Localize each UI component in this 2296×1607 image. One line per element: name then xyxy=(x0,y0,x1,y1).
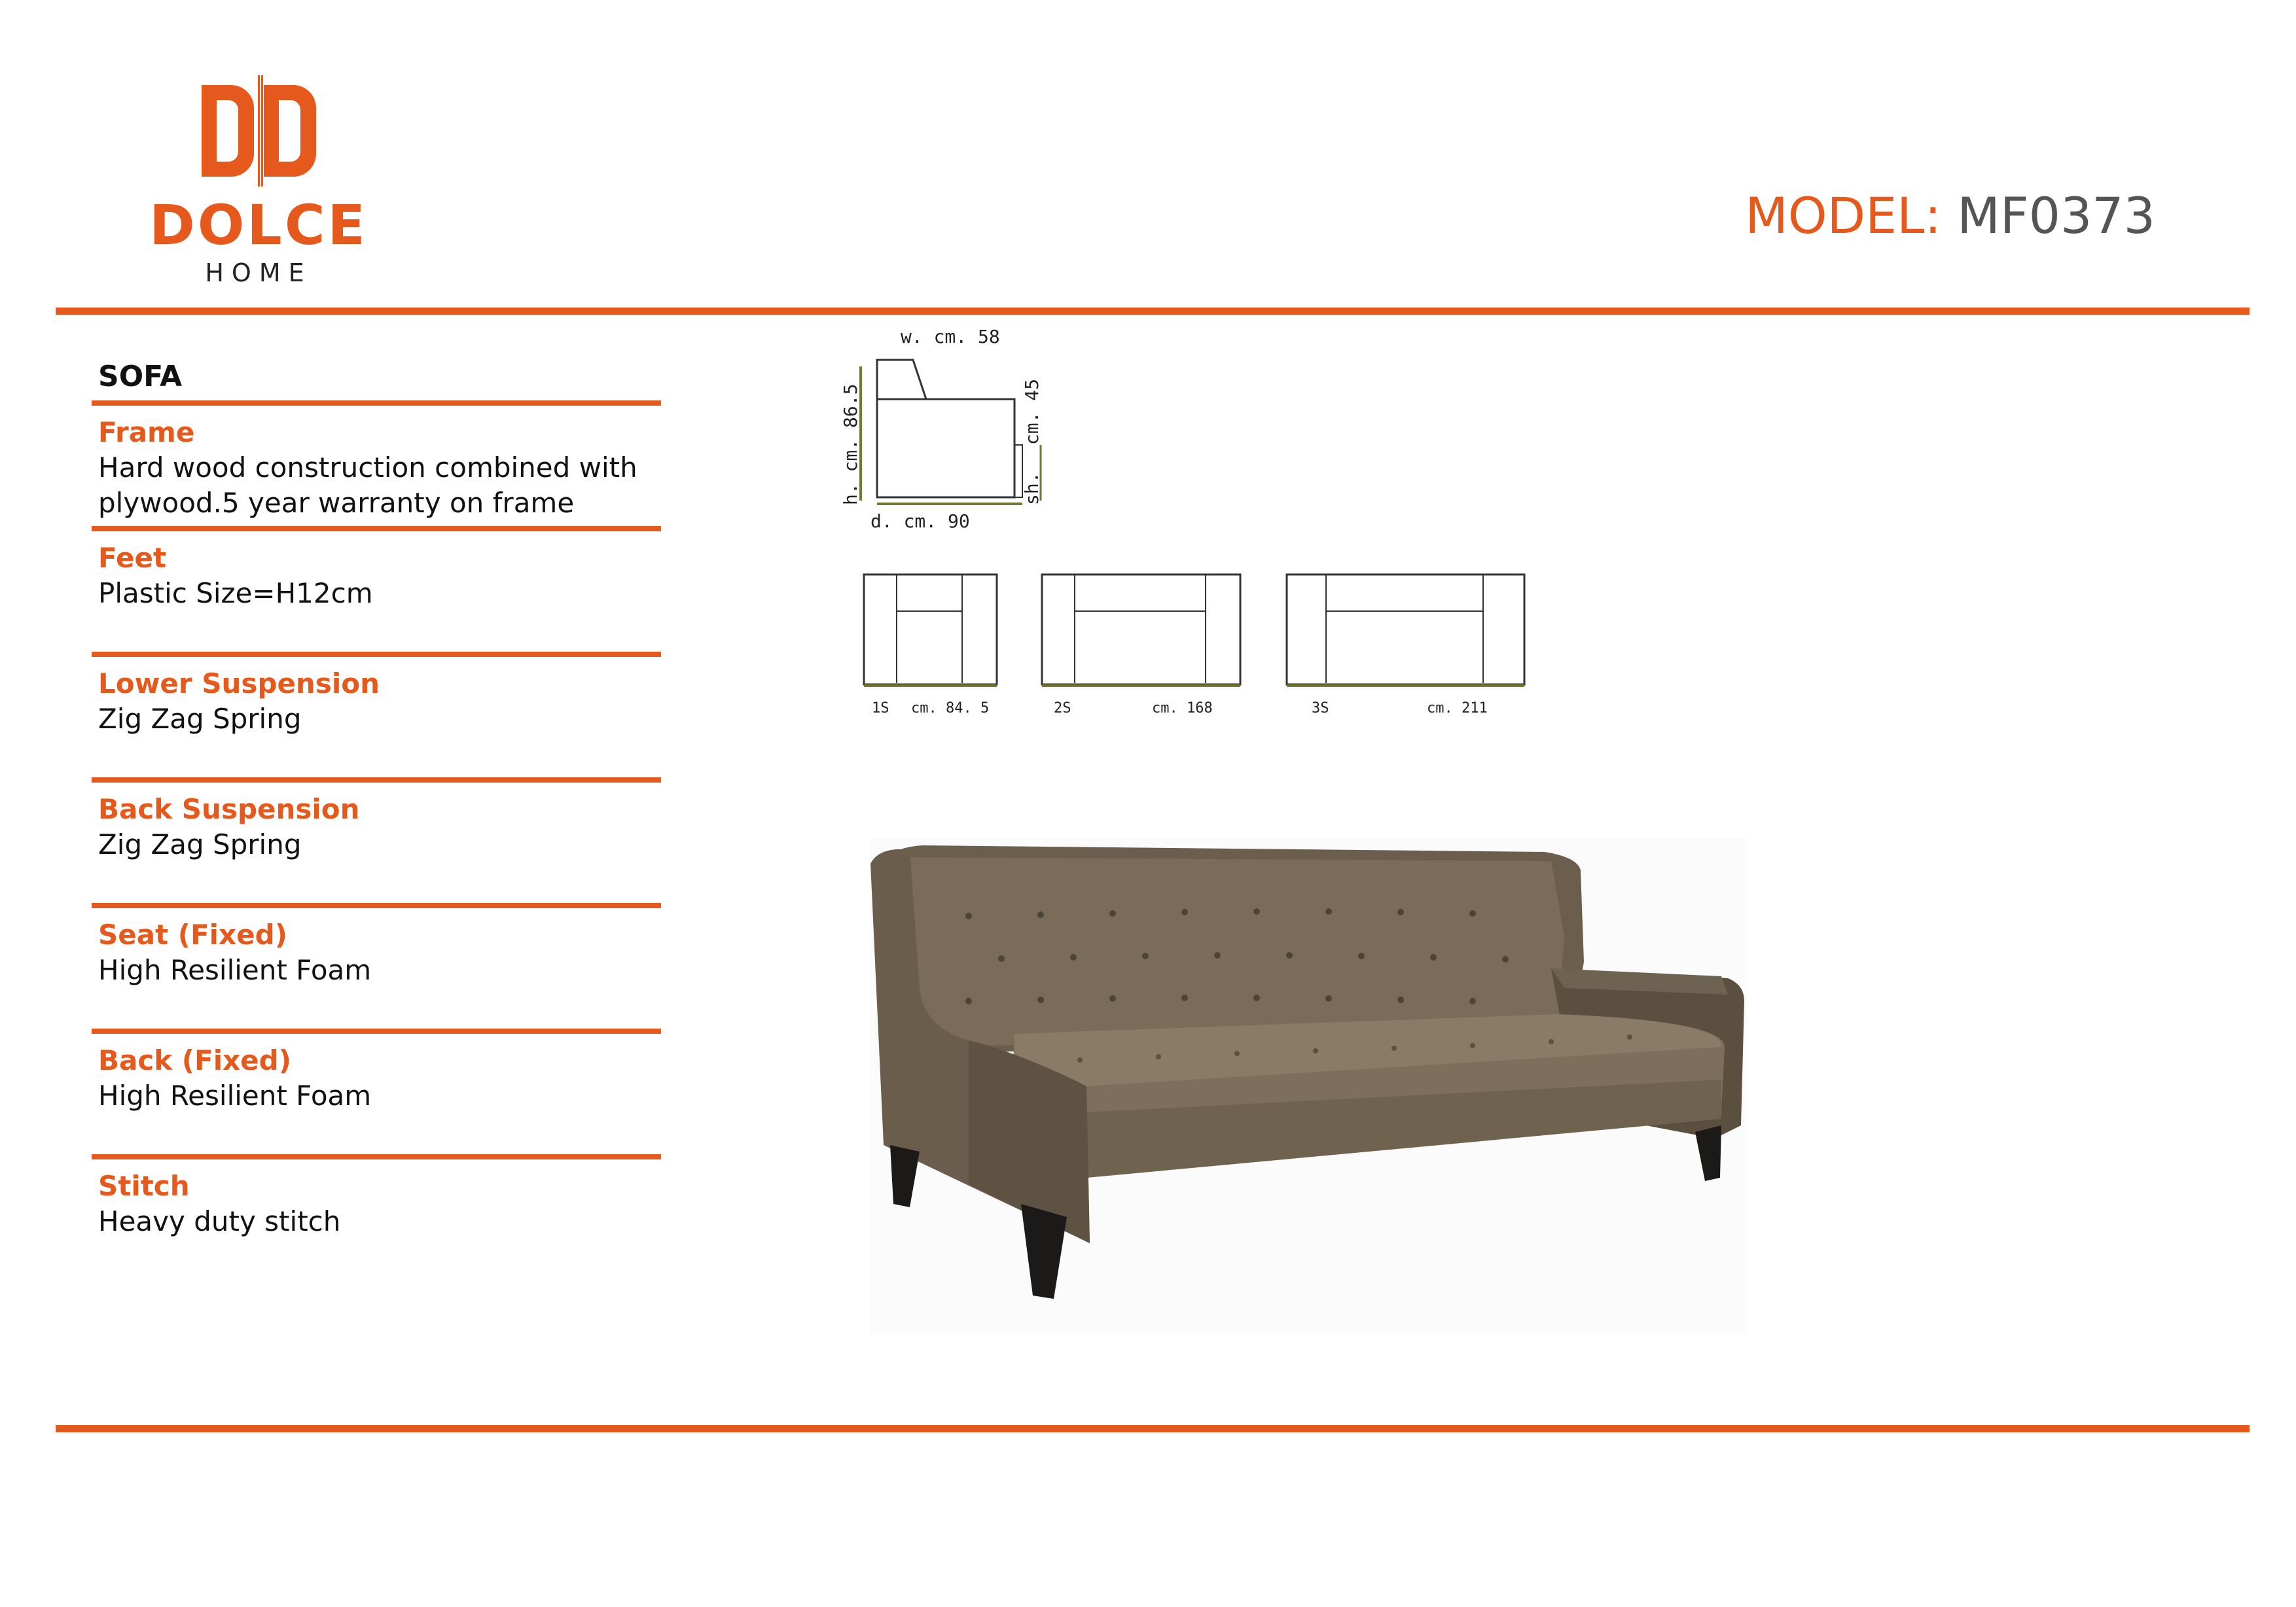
width-dimension: w. cm. 58 xyxy=(901,326,1000,347)
spec-divider xyxy=(92,1029,661,1034)
spec-text-frame: Hard wood construction combined with plywood.5 year warranty on frame xyxy=(98,451,637,519)
spec-divider xyxy=(92,526,661,531)
spec-label-lower-suspension: Lower Suspension xyxy=(98,667,380,699)
front-view-1s xyxy=(863,573,1000,688)
header-divider xyxy=(56,308,2250,315)
brand-subtitle: HOME xyxy=(205,258,312,287)
spec-text-seat: High Resilient Foam xyxy=(98,954,372,986)
logo-mark xyxy=(198,75,323,190)
model-value: MF0373 xyxy=(1957,186,2155,245)
spec-label-frame: Frame xyxy=(98,416,195,448)
spec-divider xyxy=(92,1154,661,1159)
size-code-3s: 3S xyxy=(1312,700,1329,716)
size-dim-2s: cm. 168 xyxy=(1152,700,1213,716)
spec-divider xyxy=(92,652,661,657)
spec-divider xyxy=(92,400,661,406)
spec-text-feet: Plastic Size=H12cm xyxy=(98,577,373,609)
spec-label-feet: Feet xyxy=(98,542,167,574)
height-dimension: h. cm. 86.5 xyxy=(840,383,861,505)
spec-text-back-suspension: Zig Zag Spring xyxy=(98,828,302,860)
size-code-2s: 2S xyxy=(1054,700,1071,716)
spec-label-back-suspension: Back Suspension xyxy=(98,793,360,825)
spec-divider xyxy=(92,777,661,783)
spec-divider xyxy=(92,903,661,908)
size-code-1s: 1S xyxy=(872,700,889,716)
brand-name: DOLCE xyxy=(149,193,368,257)
size-dim-3s: cm. 211 xyxy=(1427,700,1488,716)
depth-dimension: d. cm. 90 xyxy=(870,510,970,532)
front-view-2s xyxy=(1041,573,1244,688)
product-title: SOFA xyxy=(98,360,183,393)
spec-text-back: High Resilient Foam xyxy=(98,1080,372,1112)
brand-logo xyxy=(131,75,386,298)
front-view-3s xyxy=(1285,573,1528,688)
spec-text-lower-suspension: Zig Zag Spring xyxy=(98,703,302,735)
model-heading xyxy=(1745,186,2155,245)
model-label: MODEL: xyxy=(1745,186,1942,245)
sofa-product-image xyxy=(870,838,1748,1335)
spec-text-stitch: Heavy duty stitch xyxy=(98,1205,341,1237)
size-dim-1s: cm. 84. 5 xyxy=(911,700,990,716)
spec-label-seat: Seat (Fixed) xyxy=(98,919,287,951)
spec-label-stitch: Stitch xyxy=(98,1170,190,1202)
footer-divider xyxy=(56,1425,2250,1432)
seat-height-label: sh. xyxy=(1021,472,1043,505)
spec-label-back: Back (Fixed) xyxy=(98,1044,291,1076)
seat-height-value: cm. 45 xyxy=(1021,378,1043,445)
